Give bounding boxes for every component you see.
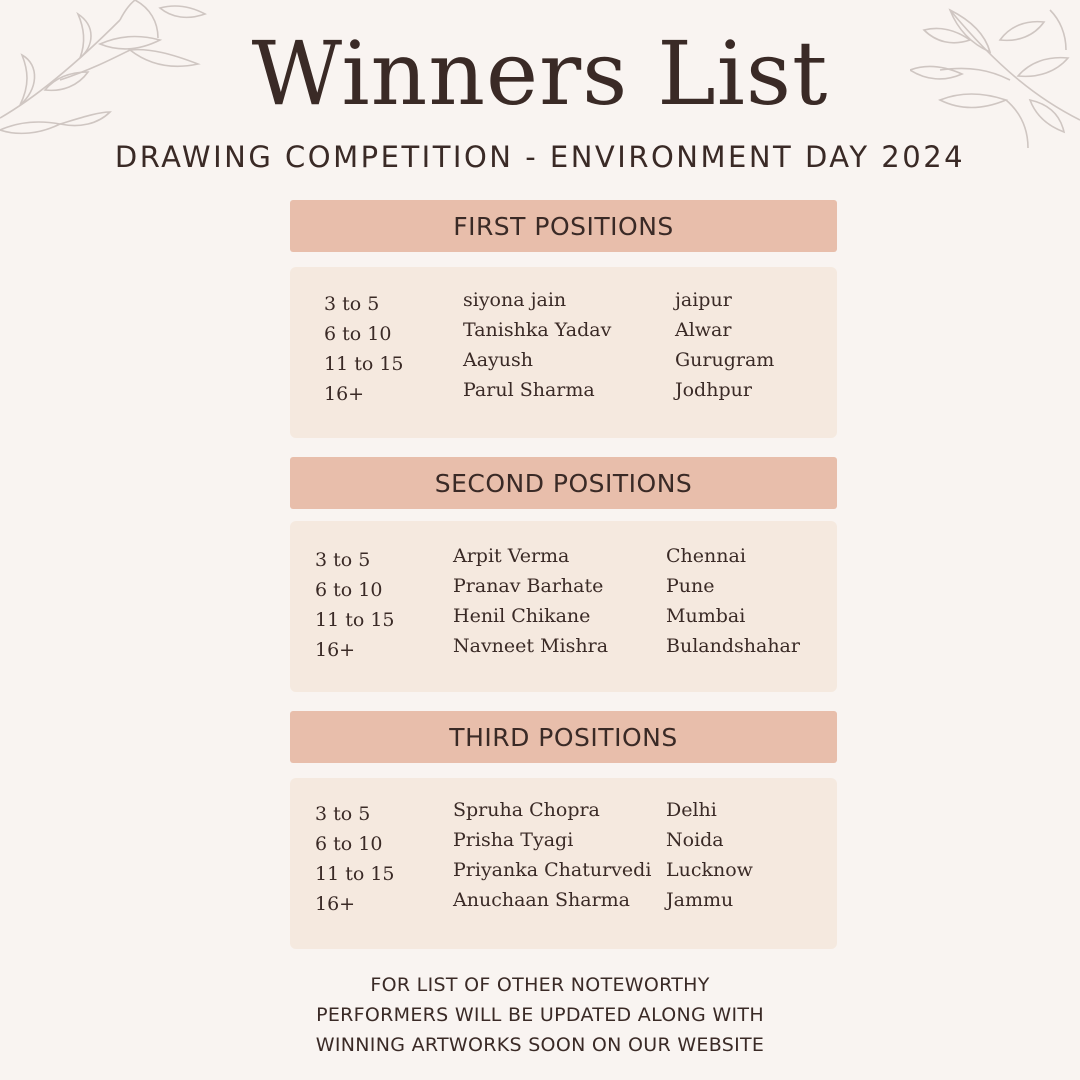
age-group: 3 to 5 (315, 803, 371, 825)
winner-city: Alwar (675, 319, 732, 341)
age-group: 3 to 5 (324, 293, 380, 315)
footer-line: PERFORMERS WILL BE UPDATED ALONG WITH (316, 1004, 764, 1026)
table-row (290, 379, 837, 409)
second-positions-panel (290, 521, 837, 692)
table-row (290, 319, 837, 349)
footer-note (0, 970, 1080, 1060)
first-positions-heading: FIRST POSITIONS (290, 200, 837, 252)
winner-name: Parul Sharma (463, 379, 595, 401)
age-group: 3 to 5 (315, 549, 371, 571)
winner-city: Jammu (666, 889, 734, 911)
winner-name: Arpit Verma (453, 545, 570, 567)
winner-name: Prisha Tyagi (453, 829, 574, 851)
age-group: 16+ (324, 383, 365, 405)
age-group: 11 to 15 (324, 353, 404, 375)
second-positions-heading: SECOND POSITIONS (290, 457, 837, 509)
winner-city: Gurugram (675, 349, 775, 371)
table-row (290, 889, 837, 919)
table-row (290, 829, 837, 859)
winner-name: Anuchaan Sharma (453, 889, 631, 911)
age-group: 16+ (315, 639, 356, 661)
winner-city: Bulandshahar (666, 635, 800, 657)
age-group: 6 to 10 (315, 579, 383, 601)
table-row (290, 575, 837, 605)
table-row (290, 635, 837, 665)
first-positions-panel (290, 267, 837, 438)
table-row (290, 859, 837, 889)
third-positions-panel (290, 778, 837, 949)
winner-city: Pune (666, 575, 715, 597)
table-row (290, 799, 837, 829)
winner-name: Pranav Barhate (453, 575, 604, 597)
table-row (290, 349, 837, 379)
third-positions-heading: THIRD POSITIONS (290, 711, 837, 763)
winner-name: siyona jain (463, 289, 567, 311)
age-group: 11 to 15 (315, 609, 395, 631)
winner-city: Chennai (666, 545, 746, 567)
age-group: 6 to 10 (324, 323, 392, 345)
table-row (290, 545, 837, 575)
winner-name: Priyanka Chaturvedi (453, 859, 652, 881)
age-group: 16+ (315, 893, 356, 915)
winner-name: Tanishka Yadav (463, 319, 612, 341)
table-row (290, 605, 837, 635)
age-group: 11 to 15 (315, 863, 395, 885)
page-subtitle: DRAWING COMPETITION - ENVIRONMENT DAY 2024 (114, 140, 966, 174)
winner-city: Jodhpur (675, 379, 752, 401)
winner-name: Spruha Chopra (453, 799, 600, 821)
winner-name: Henil Chikane (453, 605, 591, 627)
page-title: Winners List (251, 22, 829, 125)
winner-city: Lucknow (666, 859, 753, 881)
age-group: 6 to 10 (315, 833, 383, 855)
winner-city: Delhi (666, 799, 717, 821)
footer-line: FOR LIST OF OTHER NOTEWORTHY (370, 974, 710, 996)
winner-name: Aayush (463, 349, 534, 371)
winner-city: Noida (666, 829, 724, 851)
footer-line: WINNING ARTWORKS SOON ON OUR WEBSITE (315, 1034, 765, 1056)
winner-name: Navneet Mishra (453, 635, 609, 657)
winner-city: jaipur (675, 289, 732, 311)
table-row (290, 289, 837, 319)
winner-city: Mumbai (666, 605, 746, 627)
